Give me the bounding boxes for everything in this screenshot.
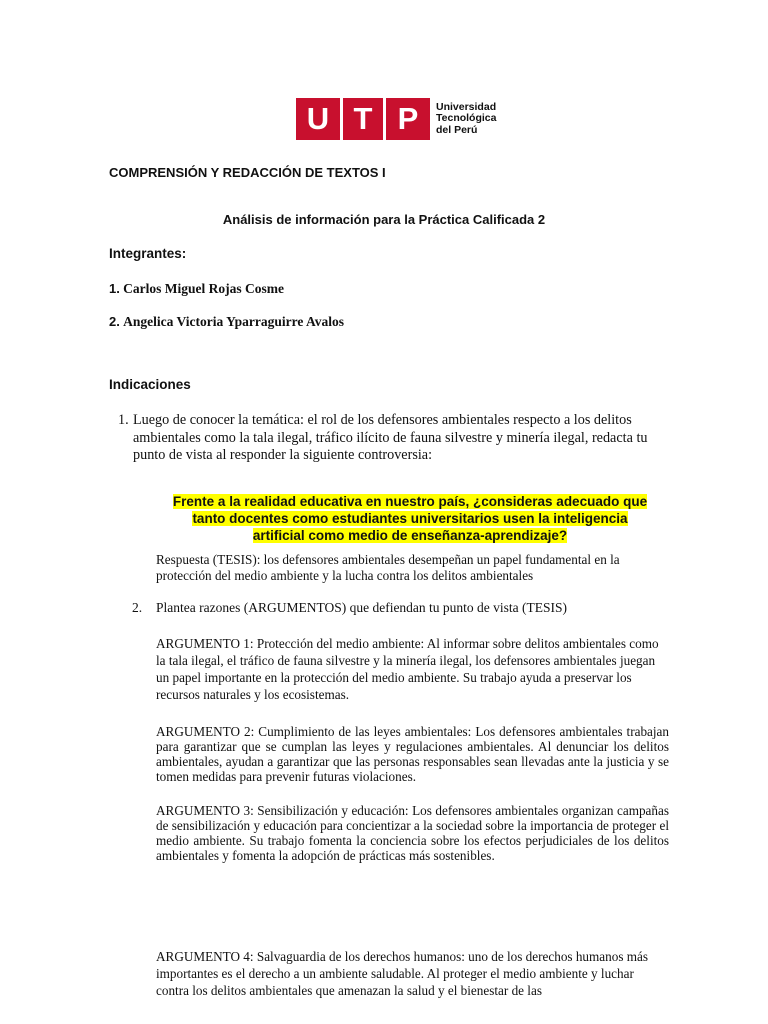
- argumento-4: ARGUMENTO 4: Salvaguardia de los derechos humanos: uno de los derechos humanos más importantes es el derecho a un ambiente saludable. Al proteger el medio ambiente y luchar contra los delitos ambientales que amenazan la salud y el bienestar de las: [156, 949, 649, 998]
- instruction-item-2: 2. Plantea razones (ARGUMENTOS) que defiendan tu punto de vista (TESIS): [132, 600, 568, 615]
- integrantes-heading: Integrantes:: [109, 246, 187, 261]
- utp-logo: [296, 98, 496, 140]
- argumento-3: ARGUMENTO 3: Sensibilización y educación: Los defensores ambientales organizan campañas de sensibilización y educación para concientizar a la sociedad sobre la importancia de proteger el medio ambiente. Su trabajo fomenta la conciencia sobre los efectos perjudiciales de los delitos ambientales y fomenta la adopción de prácticas más sostenibles.: [156, 803, 669, 863]
- member-1: 1. Carlos Miguel Rojas Cosme: [109, 281, 284, 296]
- argumento-2: ARGUMENTO 2: Cumplimiento de las leyes ambientales: Los defensores ambientales trabajan para garantizar que se cumplan las leyes y regulaciones ambientales. Al denunciar los delitos ambientales, ayudan a garantizar que las personas responsables sean llevadas ante la justicia y se tomen medidas para prevenir futuras violaciones.: [156, 724, 669, 784]
- instruction-item-1: 1. Luego de conocer la temática: el rol de los defensores ambientales respecto a los delitos ambientales como la tala ilegal, tráfico ilícito de fauna silvestre y minería ilegal, redacta tu punto de vista al responder la siguiente controversia:: [118, 412, 648, 463]
- logo-letter-t: T: [343, 98, 383, 140]
- controversy-question: Frente a la realidad educativa en nuestro país, ¿consideras adecuado que tanto docentes como estudiantes universitarios usen la inteligencia artificial como medio de enseñanza-aprendizaje?: [172, 494, 648, 543]
- indicaciones-heading: Indicaciones: [109, 377, 191, 392]
- respuesta-tesis: Respuesta (TESIS): los defensores ambientales desempeñan un papel fundamental en la protección del medio ambiente y la lucha contra los delitos ambientales: [156, 552, 620, 583]
- logo-university-name: Universidad Tecnológica del Perú: [436, 100, 497, 136]
- logo-letter-u: U: [296, 98, 340, 140]
- logo-letter-p: P: [386, 98, 430, 140]
- member-2: 2. Angelica Victoria Yparraguirre Avalos: [109, 314, 344, 329]
- course-title: COMPRENSIÓN Y REDACCIÓN DE TEXTOS I: [109, 165, 386, 180]
- argumento-1: ARGUMENTO 1: Protección del medio ambiente: Al informar sobre delitos ambientales como la tala ilegal, el tráfico de fauna silvestre y la minería ilegal, los defensores ambientales juegan un papel importante en la protección del medio ambiente. Su trabajo ayuda a preservar los recursos naturales y los ecosistemas.: [156, 636, 659, 702]
- document-title: Análisis de información para la Práctica Calificada 2: [222, 212, 546, 227]
